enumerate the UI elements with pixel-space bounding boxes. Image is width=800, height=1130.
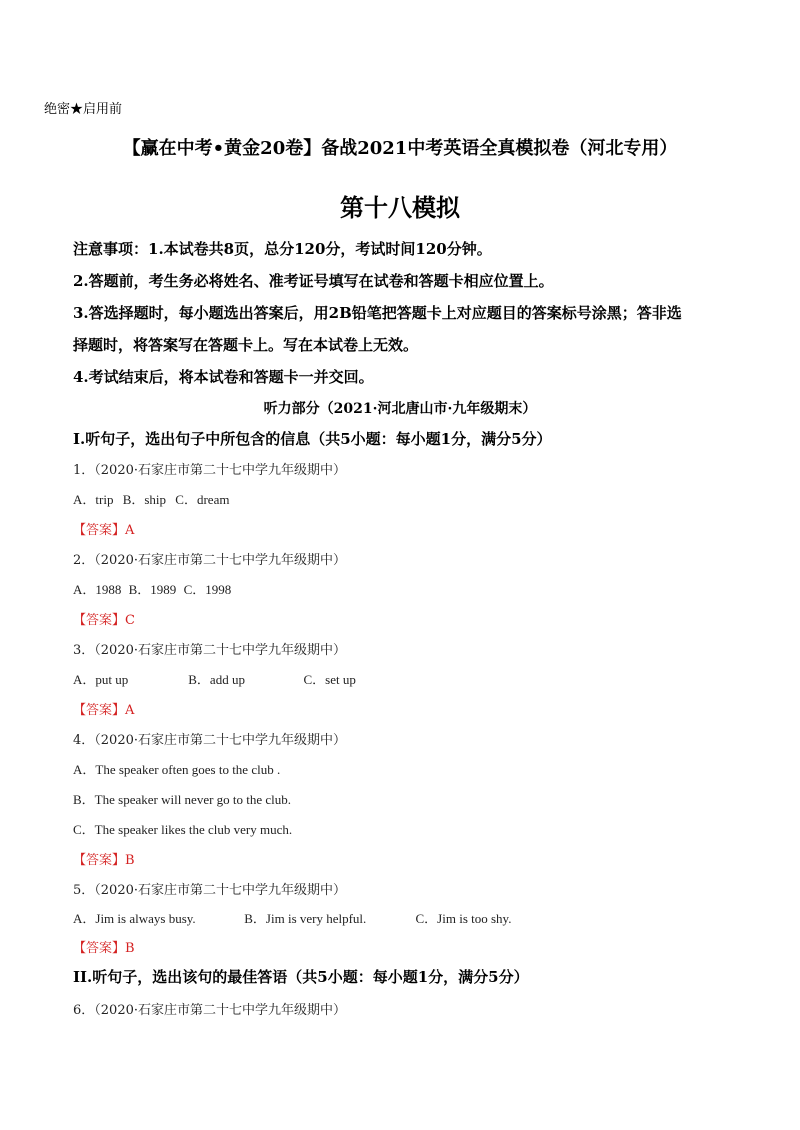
- part-2-heading: II.听句子，选出该句的最佳答语（共5小题：每小题1分，满分5分）: [73, 968, 529, 986]
- question-stem: 4．（2020·石家庄市第二十七中学九年级期中）: [73, 733, 346, 748]
- answer-label: 【答案】B: [73, 941, 135, 956]
- confidential-label: 绝密★启用前: [44, 102, 123, 117]
- option-a: A．Jim is always busy.: [73, 911, 196, 926]
- answer-label: 【答案】B: [73, 853, 135, 868]
- question-options: [73, 908, 511, 927]
- option-c: C．set up: [303, 672, 356, 687]
- option-c: C．The speaker likes the club very much.: [73, 822, 293, 837]
- question-stem: 5．（2020·石家庄市第二十七中学九年级期中）: [73, 883, 346, 898]
- option-a: A．trip: [73, 492, 114, 507]
- question-stem: 3．（2020·石家庄市第二十七中学九年级期中）: [73, 643, 346, 658]
- question-options: [73, 489, 229, 508]
- notice-line-4: 择题时，将答案写在答题卡上。写在本试卷上无效。: [73, 336, 419, 354]
- notice-line-1: 注意事项：1.本试卷共8页，总分120分，考试时间120分钟。: [73, 240, 492, 258]
- option-b: B．The speaker will never go to the club.: [73, 792, 292, 807]
- answer-label: 【答案】C: [73, 613, 135, 628]
- exam-subtitle: 第十八模拟: [340, 193, 460, 222]
- notice-line-2: 2.答题前，考生务必将姓名、准考证号填写在试卷和答题卡相应位置上。: [73, 272, 554, 290]
- question-stem: 6．（2020·石家庄市第二十七中学九年级期中）: [73, 1003, 346, 1018]
- option-c: C．Jim is too shy.: [415, 911, 512, 926]
- option-b: B．1989: [128, 582, 177, 597]
- question-stem: 1．（2020·石家庄市第二十七中学九年级期中）: [73, 463, 346, 478]
- part-1-heading: I.听句子，选出句子中所包含的信息（共5小题：每小题1分，满分5分）: [73, 430, 552, 448]
- listening-section-heading: 听力部分（2021·河北唐山市·九年级期末）: [263, 401, 537, 417]
- option-c: C．dream: [175, 492, 230, 507]
- question-options: [73, 579, 231, 598]
- option-c: C．1998: [183, 582, 232, 597]
- option-a: A．1988: [73, 582, 122, 597]
- notice-line-3: 3.答选择题时，每小题选出答案后，用2B铅笔把答题卡上对应题目的答案标号涂黑；答非选: [73, 304, 682, 322]
- exam-title: 【赢在中考•黄金20卷】备战2021中考英语全真模拟卷（河北专用）: [122, 138, 678, 159]
- answer-label: 【答案】A: [73, 703, 135, 718]
- option-a: A．The speaker often goes to the club .: [73, 762, 281, 777]
- option-b: B．ship: [122, 492, 167, 507]
- question-options: [73, 669, 356, 688]
- answer-label: 【答案】A: [73, 523, 135, 538]
- option-b: B．add up: [188, 672, 245, 687]
- option-a: A．put up: [73, 672, 129, 687]
- notice-line-5: 4.考试结束后，将本试卷和答题卡一并交回。: [73, 368, 374, 386]
- option-b: B．Jim is very helpful.: [244, 911, 367, 926]
- question-stem: 2．（2020·石家庄市第二十七中学九年级期中）: [73, 553, 346, 568]
